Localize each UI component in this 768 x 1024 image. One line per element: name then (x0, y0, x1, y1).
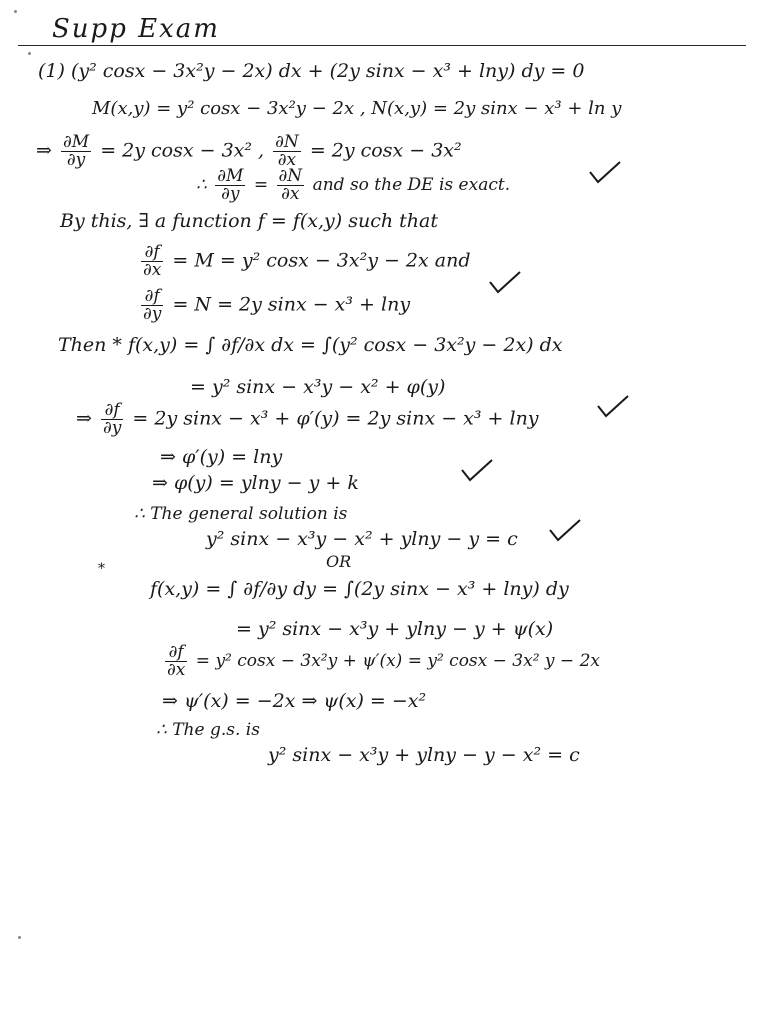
checkmark-icon (596, 394, 630, 420)
fraction: $\frac{\partial f}{\partial y}$ (143, 286, 162, 324)
equation-line: ∴ The general solution is (134, 504, 348, 524)
equation-line: = y² sinx − x³y − x² + φ(y) (190, 376, 446, 398)
fraction: $\frac{\partial N}{\partial x}$ (278, 166, 303, 204)
fraction: $\frac{\partial M}{\partial y}$ (62, 132, 90, 170)
or-label: OR (326, 552, 352, 571)
equation-line: ⇒ φ(y) = ylny − y + k (152, 472, 359, 494)
checkmark-icon (588, 160, 622, 186)
scan-speck (18, 936, 21, 939)
checkmark-icon (488, 270, 522, 296)
equation-line: $\frac{\partial f}{\partial y}$ = N = 2y sinx − x³ + lny (143, 286, 411, 324)
equation-line: ⇒ ψ′(x) = −2x ⇒ ψ(x) = −x² (162, 690, 427, 712)
checkmark-icon (460, 458, 494, 484)
equation-line: M(x,y) = y² cosx − 3x²y − 2x , N(x,y) = 2y sinx − x³ + ln y (92, 98, 622, 119)
equation-line: By this, ∃ a function f = f(x,y) such that (60, 210, 438, 232)
asterisk-mark: * (98, 561, 105, 577)
equation-line: Then * f(x,y) = ∫ ∂f/∂x dx = ∫(y² cosx − 3x²y − 2x) dx (58, 334, 563, 356)
equation-line: y² sinx − x³y − x² + ylny − y = c (206, 528, 518, 550)
scan-speck (28, 52, 31, 55)
equation-line: ⇒ $\frac{\partial f}{\partial y}$ = 2y sinx − x³ + φ′(y) = 2y sinx − x³ + lny (76, 400, 539, 438)
equation-line: = y² sinx − x³y + ylny − y + ψ(x) (236, 618, 554, 640)
scan-speck (14, 10, 17, 13)
equation-line: $\frac{\partial f}{\partial x}$ = y² cosx − 3x²y + ψ′(x) = y² cosx − 3x² y − 2x (167, 642, 600, 680)
fraction: $\frac{\partial f}{\partial x}$ (143, 242, 162, 280)
checkmark-icon (548, 518, 582, 544)
equation-line: y² sinx − x³y + ylny − y − x² = c (268, 744, 580, 766)
equation-line: ∴ The g.s. is (156, 720, 260, 740)
page-title: Supp Exam (52, 14, 220, 44)
title-underline (18, 45, 746, 46)
fraction: $\frac{\partial N}{\partial x}$ (275, 132, 299, 170)
equation-line: ⇒ φ′(y) = lny (160, 446, 283, 468)
fraction: $\frac{\partial f}{\partial x}$ (167, 642, 186, 680)
equation-line: (1) (y² cosx − 3x²y − 2x) dx + (2y sinx − x³ + lny) dy = 0 (38, 60, 585, 82)
fraction: $\frac{\partial f}{\partial y}$ (102, 400, 122, 438)
fraction: $\frac{\partial M}{\partial y}$ (217, 166, 244, 204)
equation-line: ∴ $\frac{\partial M}{\partial y}$ = $\frac{\partial N}{\partial x}$ and so the DE is exact. (196, 166, 511, 204)
equation-line: $\frac{\partial f}{\partial x}$ = M = y² cosx − 3x²y − 2x and (143, 242, 471, 280)
equation-line: ⇒ $\frac{\partial M}{\partial y}$ = 2y cosx − 3x² , $\frac{\partial N}{\partial x}$ = 2y cosx − 3x² (36, 132, 462, 170)
equation-line: f(x,y) = ∫ ∂f/∂y dy = ∫(2y sinx − x³ + lny) dy (150, 578, 569, 600)
